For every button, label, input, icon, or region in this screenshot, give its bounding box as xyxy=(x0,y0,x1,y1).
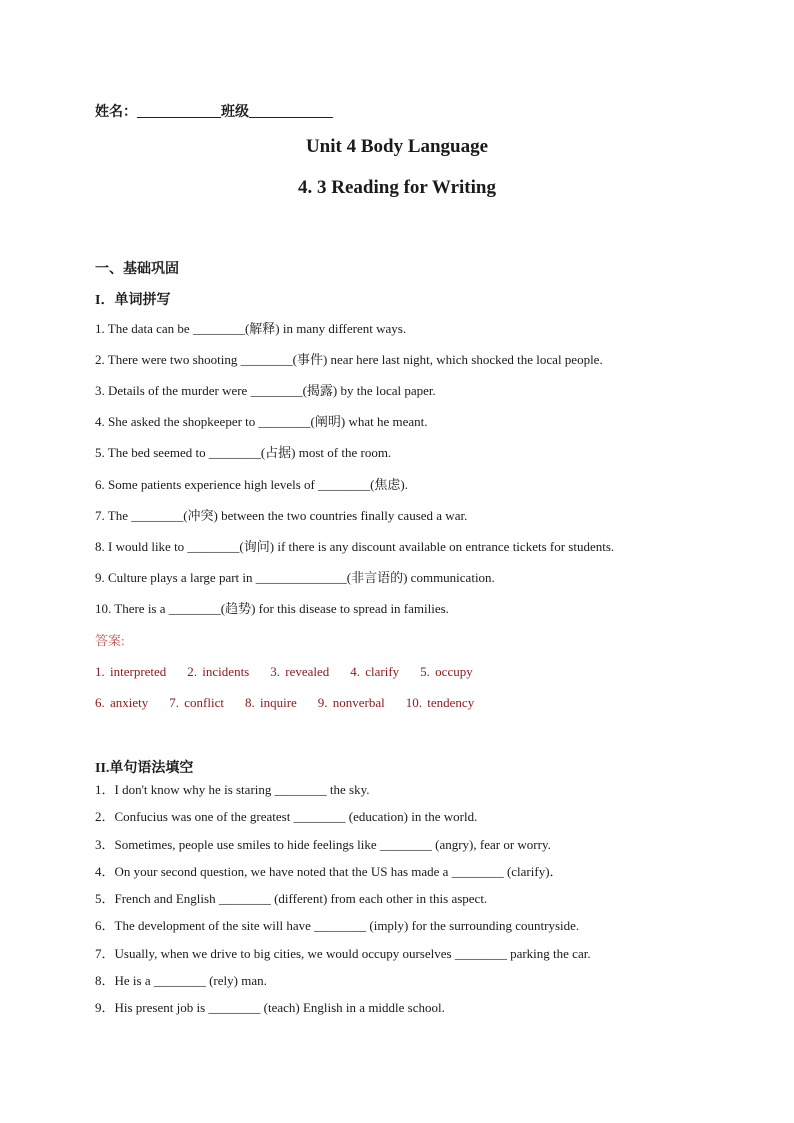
grammar-item-2: 2．Confucius was one of the greatest ________ (education) in the world. xyxy=(95,809,478,824)
vocab-item-3: 3. Details of the murder were ________(揭露) by the local paper. xyxy=(95,383,436,398)
grammar-item-7: 7．Usually, when we drive to big cities, we would occupy ourselves ________ parking the car. xyxy=(95,946,591,961)
vocab-item-5: 5. The bed seemed to ________(占据) most of the room. xyxy=(95,445,392,460)
vocab-item-8: 8. I would like to ________(询问) if there is any discount available on entrance tickets for students. xyxy=(95,539,615,554)
grammar-item-6: 6．The development of the site will have ________ (imply) for the surrounding countryside. xyxy=(95,918,580,933)
vocab-item-10: 10. There is a ________(趋势) for this disease to spread in families. xyxy=(95,601,449,616)
answer-line-1: 1. interpreted 2. incidents 3. revealed 4. clarify 5. occupy xyxy=(95,664,473,679)
vocab-item-7: 7. The ________(冲突) between the two countries finally caused a war. xyxy=(95,508,468,523)
grammar-item-9: 9．His present job is ________ (teach) English in a middle school. xyxy=(95,1000,445,1015)
part2-heading: II.单句语法填空 xyxy=(95,761,194,776)
name-blank: ____________ xyxy=(137,105,221,120)
part1-heading: I．单词拼写 xyxy=(95,293,171,308)
page-subtitle: 4. 3 Reading for Writing xyxy=(298,177,496,198)
grammar-item-8: 8．He is a ________ (rely) man. xyxy=(95,973,267,988)
section-heading-basics: 一、基础巩固 xyxy=(95,262,179,277)
answer-line-2: 6. anxiety 7. conflict 8. inquire 9. nonverbal 10. tendency xyxy=(95,695,475,710)
student-info-line xyxy=(95,101,333,121)
name-label: 姓名： xyxy=(95,105,137,120)
class-blank: ____________ xyxy=(249,105,333,120)
answer-label: 答案: xyxy=(95,633,125,648)
vocab-item-4: 4. She asked the shopkeeper to ________(阐明) what he meant. xyxy=(95,414,428,429)
vocab-item-9: 9. Culture plays a large part in ______________(非言语的) communication. xyxy=(95,570,495,585)
vocab-item-6: 6. Some patients experience high levels of ________(焦虑). xyxy=(95,477,409,492)
grammar-item-1: 1．I don't know why he is staring ________ the sky. xyxy=(95,782,370,797)
class-label: 班级 xyxy=(221,105,249,120)
grammar-item-4: 4．On your second question, we have noted that the US has made a ________ (clarify)． xyxy=(95,864,563,879)
grammar-item-3: 3．Sometimes, people use smiles to hide feelings like ________ (angry), fear or worry. xyxy=(95,837,551,852)
page-title: Unit 4 Body Language xyxy=(305,136,489,157)
vocab-item-1: 1. The data can be ________(解释) in many different ways. xyxy=(95,321,407,336)
grammar-item-5: 5．French and English ________ (different) from each other in this aspect. xyxy=(95,891,488,906)
vocab-item-2: 2. There were two shooting ________(事件) near here last night, which shocked the local people. xyxy=(95,352,603,367)
